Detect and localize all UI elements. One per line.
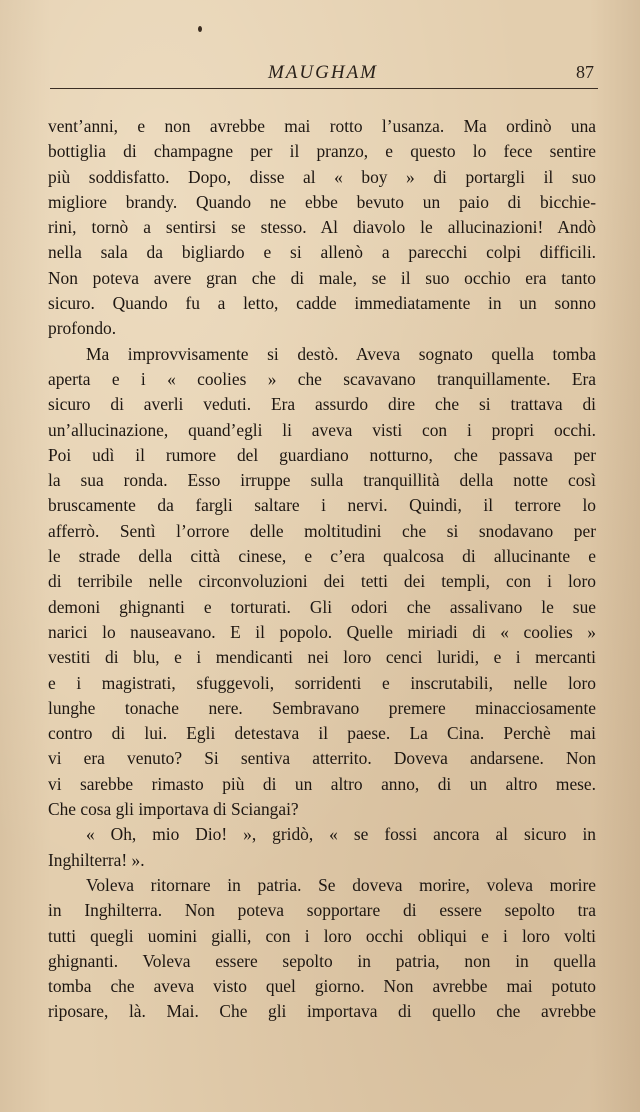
- text-line: bottiglia di champagne per il pranzo, e questo lo fece sentire: [48, 141, 596, 162]
- text-line: vi sarebbe rimasto più di un altro anno, di un altro mese.: [48, 773, 596, 794]
- text-line: lunghe tonache nere. Sembravano premere minacciosamente: [48, 697, 596, 718]
- body-text: [48, 114, 596, 1025]
- text-line: Inghilterra! ».: [48, 849, 145, 870]
- text-line: un’allucinazione, quand’egli li aveva visti con i propri occhi.: [48, 419, 596, 440]
- text-line: Che cosa gli importava di Sciangai?: [48, 799, 299, 820]
- text-line: le strade della città cinese, e c’era qualcosa di allucinante e: [48, 546, 596, 567]
- text-line: di terribile nelle circonvoluzioni dei tetti dei templi, con i loro: [48, 571, 596, 592]
- text-line: e i magistrati, sfuggevoli, sorridenti e inscrutabili, nelle loro: [48, 672, 596, 693]
- ink-speck: [198, 26, 202, 32]
- text-line: aperta e i « coolies » che scavavano tranquillamente. Era: [48, 368, 596, 389]
- text-line: nella sala da bigliardo e si allenò a parecchi colpi difficili.: [48, 242, 596, 263]
- text-line: sicuro di averli veduti. Era assurdo dire che si trattava di: [48, 394, 596, 415]
- text-line: bruscamente da fargli saltare i nervi. Quindi, il terrore lo: [48, 495, 596, 516]
- text-line: migliore brandy. Quando ne ebbe bevuto un paio di bicchie-: [48, 191, 596, 212]
- text-line: vestiti di blu, e i mendicanti nei loro cenci luridi, e i mercanti: [48, 647, 596, 668]
- text-line: riposare, là. Mai. Che gli importava di quello che avrebbe: [48, 1001, 596, 1022]
- text-line: contro di lui. Egli detestava il paese. La Cina. Perchè mai: [48, 723, 596, 744]
- header-rule: [50, 88, 598, 89]
- running-head: MAUGHAM: [267, 62, 379, 83]
- text-line: profondo.: [48, 318, 117, 339]
- text-line: rini, tornò a sentirsi se stesso. Al diavolo le allucinazioni! Andò: [48, 217, 596, 238]
- text-line: afferrò. Sentì l’orrore delle moltitudini che si snodavano per: [48, 520, 596, 541]
- text-line: in Inghilterra. Non poteva sopportare di essere sepolto tra: [48, 900, 596, 921]
- page-header: [50, 60, 596, 90]
- text-line: Non poteva avere gran che di male, se il suo occhio era tanto: [48, 267, 596, 288]
- text-line: Voleva ritornare in patria. Se doveva morire, voleva morire: [86, 874, 596, 895]
- text-line: vi era venuto? Si sentiva atterrito. Doveva andarsene. Non: [48, 748, 596, 769]
- page-number: 87: [576, 62, 594, 82]
- text-line: Poi udì il rumore del guardiano notturno, che passava per: [48, 444, 596, 465]
- text-line: tomba che aveva visto quel giorno. Non avrebbe mai potuto: [48, 976, 596, 997]
- text-line: ghignanti. Voleva essere sepolto in patria, non in quella: [48, 950, 596, 971]
- text-line: sicuro. Quando fu a letto, cadde immediatamente in un sonno: [48, 293, 596, 314]
- text-line: Ma improvvisamente si destò. Aveva sognato quella tomba: [86, 343, 596, 364]
- text-line: tutti quegli uomini gialli, con i loro occhi obliqui e i loro volti: [48, 925, 596, 946]
- text-line: vent’anni, e non avrebbe mai rotto l’usanza. Ma ordinò una: [48, 116, 596, 136]
- text-line: più soddisfatto. Dopo, disse al « boy » di portargli il suo: [48, 166, 596, 187]
- text-line: demoni ghignanti e torturati. Gli odori che assalivano le sue: [48, 596, 596, 617]
- text-line: la sua ronda. Esso irruppe sulla tranquillità della notte così: [48, 470, 596, 491]
- text-line: « Oh, mio Dio! », gridò, « se fossi ancora al sicuro in: [86, 824, 596, 845]
- text-line: narici lo nauseavano. E il popolo. Quelle miriadi di « coolies »: [48, 621, 596, 642]
